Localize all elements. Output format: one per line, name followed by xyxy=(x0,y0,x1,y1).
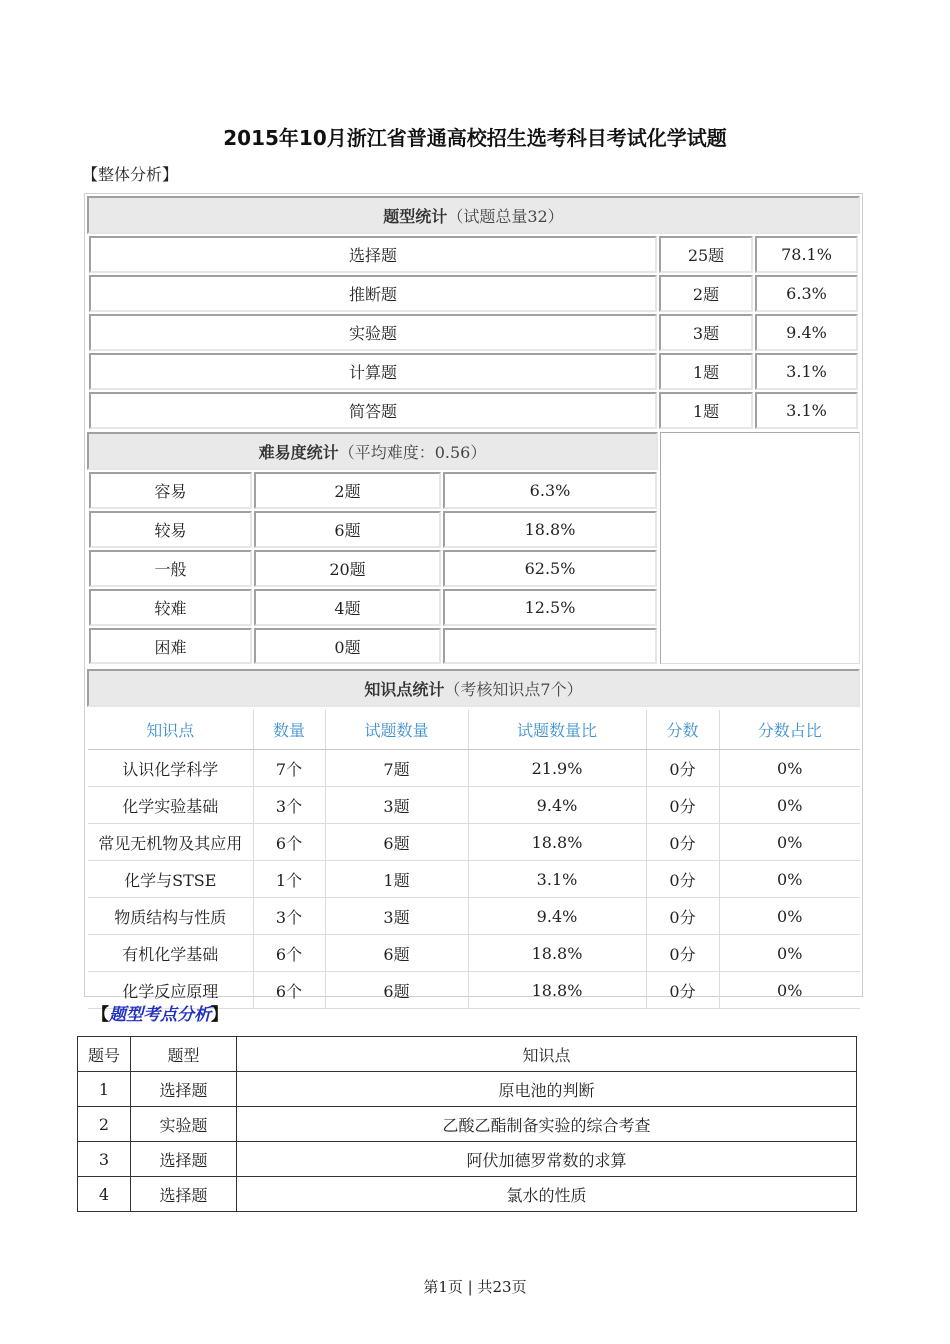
cell: 3.1% xyxy=(468,861,646,898)
cell: 0% xyxy=(719,824,860,861)
cell: 实验题 xyxy=(131,1107,237,1142)
table-row xyxy=(88,861,860,898)
cell: 6个 xyxy=(253,935,325,972)
difficulty-pct-cell xyxy=(443,550,657,587)
cell: 乙酸乙酯制备实验的综合考查 xyxy=(237,1107,857,1142)
table-row xyxy=(78,1177,857,1212)
knowledge-header xyxy=(87,669,860,707)
type-name: 推断题 xyxy=(348,285,397,304)
type-pct: 3.1% xyxy=(786,362,827,381)
cell: 选择题 xyxy=(131,1072,237,1107)
difficulty-count-cell xyxy=(254,628,441,664)
difficulty-header xyxy=(87,432,658,470)
type-count: 2题 xyxy=(692,285,720,304)
cell: 0分 xyxy=(646,972,719,1009)
bracket-close: 】 xyxy=(211,1005,228,1025)
type-count-cell xyxy=(659,392,753,429)
question-analysis-title: 题型考点分析 xyxy=(109,1005,211,1025)
col-header: 知识点 xyxy=(88,710,253,750)
type-row xyxy=(89,314,657,351)
type-stats-note: （试题总量32） xyxy=(447,206,564,226)
cell: 6个 xyxy=(253,824,325,861)
cell: 9.4% xyxy=(468,898,646,935)
difficulty-level: 容易 xyxy=(154,482,187,501)
cell: 18.8% xyxy=(468,935,646,972)
difficulty-level-cell xyxy=(89,511,252,548)
type-count: 1题 xyxy=(692,402,720,421)
difficulty-level: 较易 xyxy=(154,521,187,540)
cell: 1题 xyxy=(325,861,468,898)
cell: 9.4% xyxy=(468,787,646,824)
cell: 0% xyxy=(719,787,860,824)
difficulty-count: 20题 xyxy=(329,560,366,579)
difficulty-level-cell xyxy=(89,550,252,587)
page-title: 2015年10月浙江省普通高校招生选考科目考试化学试题 xyxy=(223,126,727,150)
cell: 3题 xyxy=(325,898,468,935)
cell: 0% xyxy=(719,750,860,787)
cell: 0分 xyxy=(646,787,719,824)
knowledge-note: （考核知识点7个） xyxy=(444,679,583,699)
difficulty-pct-cell xyxy=(443,589,657,626)
question-header-row xyxy=(78,1037,857,1072)
cell: 选择题 xyxy=(131,1177,237,1212)
type-count-cell xyxy=(659,275,753,312)
table-row xyxy=(88,750,860,787)
col-header: 分数 xyxy=(646,710,719,750)
difficulty-pct: 12.5% xyxy=(524,598,576,617)
cell: 0分 xyxy=(646,824,719,861)
type-pct: 78.1% xyxy=(781,245,832,264)
page-footer: 第1页 | 共23页 xyxy=(423,1278,527,1296)
cell: 阿伏加德罗常数的求算 xyxy=(237,1142,857,1177)
cell: 7个 xyxy=(253,750,325,787)
type-count-cell xyxy=(659,236,753,273)
table-row xyxy=(78,1107,857,1142)
cell: 化学反应原理 xyxy=(88,972,253,1009)
difficulty-pct: 62.5% xyxy=(524,559,576,578)
type-pct-cell xyxy=(755,275,858,312)
cell: 0分 xyxy=(646,750,719,787)
table-row xyxy=(88,935,860,972)
knowledge-header-row xyxy=(88,710,860,750)
difficulty-pct-cell xyxy=(443,511,657,548)
cell: 1 xyxy=(78,1072,131,1107)
difficulty-pct-cell xyxy=(443,628,657,664)
cell: 认识化学科学 xyxy=(88,750,253,787)
type-pct-cell xyxy=(755,314,858,351)
table-row xyxy=(88,824,860,861)
type-stats-heading: 题型统计 xyxy=(383,206,448,226)
type-row xyxy=(89,353,657,390)
type-name: 实验题 xyxy=(348,324,397,343)
col-header: 分数占比 xyxy=(719,710,860,750)
overall-heading: 【整体分析】 xyxy=(82,165,179,184)
cell: 化学与STSE xyxy=(88,861,253,898)
difficulty-level: 较难 xyxy=(154,599,187,618)
type-row xyxy=(89,392,657,429)
difficulty-count: 0题 xyxy=(334,637,361,657)
cell: 0分 xyxy=(646,898,719,935)
difficulty-count-cell xyxy=(254,550,441,587)
cell: 3题 xyxy=(325,787,468,824)
cell: 原电池的判断 xyxy=(237,1072,857,1107)
cell: 7题 xyxy=(325,750,468,787)
type-pct-cell xyxy=(755,353,858,390)
cell: 0% xyxy=(719,935,860,972)
cell: 化学实验基础 xyxy=(88,787,253,824)
difficulty-level-cell xyxy=(89,472,252,509)
difficulty-count-cell xyxy=(254,589,441,626)
difficulty-count-cell xyxy=(254,511,441,548)
col-header: 试题数量 xyxy=(325,710,468,750)
difficulty-level: 困难 xyxy=(154,637,187,657)
table-row xyxy=(88,898,860,935)
difficulty-pct: 6.3% xyxy=(529,481,571,500)
difficulty-count-cell xyxy=(254,472,441,509)
bracket-open: 【 xyxy=(92,1005,109,1025)
cell: 6题 xyxy=(325,824,468,861)
difficulty-pct-cell xyxy=(443,472,657,509)
cell: 6个 xyxy=(253,972,325,1009)
cell: 3个 xyxy=(253,787,325,824)
cell: 6题 xyxy=(325,935,468,972)
col-header: 知识点 xyxy=(237,1037,857,1072)
cell: 0分 xyxy=(646,861,719,898)
difficulty-level-cell xyxy=(89,589,252,626)
cell: 0分 xyxy=(646,935,719,972)
cell: 0% xyxy=(719,898,860,935)
difficulty-note: （平均难度：0.56） xyxy=(338,442,487,462)
col-header: 题型 xyxy=(131,1037,237,1072)
type-name: 简答题 xyxy=(348,402,397,421)
cell: 物质结构与性质 xyxy=(88,898,253,935)
col-header: 试题数量比 xyxy=(468,710,646,750)
cell: 21.9% xyxy=(468,750,646,787)
table-row xyxy=(78,1142,857,1177)
cell: 0% xyxy=(719,972,860,1009)
empty-cell xyxy=(660,432,860,664)
knowledge-heading: 知识点统计 xyxy=(364,679,445,699)
cell: 4 xyxy=(78,1177,131,1212)
type-pct-cell xyxy=(755,392,858,429)
type-row xyxy=(89,236,657,273)
col-header: 数量 xyxy=(253,710,325,750)
difficulty-level: 一般 xyxy=(154,560,187,579)
difficulty-pct: 18.8% xyxy=(524,520,576,539)
cell: 18.8% xyxy=(468,972,646,1009)
type-count: 3题 xyxy=(692,324,720,343)
cell: 3个 xyxy=(253,898,325,935)
type-pct: 6.3% xyxy=(786,284,827,303)
cell: 选择题 xyxy=(131,1142,237,1177)
difficulty-count: 6题 xyxy=(334,521,361,540)
type-name: 计算题 xyxy=(348,363,397,382)
type-pct: 9.4% xyxy=(786,323,827,342)
difficulty-count: 2题 xyxy=(334,482,361,501)
question-analysis-heading xyxy=(92,1000,228,1025)
difficulty-count: 4题 xyxy=(334,599,361,618)
cell: 6题 xyxy=(325,972,468,1009)
cell: 1个 xyxy=(253,861,325,898)
cell: 18.8% xyxy=(468,824,646,861)
cell: 2 xyxy=(78,1107,131,1142)
knowledge-table xyxy=(88,710,860,1009)
type-name: 选择题 xyxy=(348,246,397,265)
question-table xyxy=(77,1036,857,1212)
difficulty-level-cell xyxy=(89,628,252,664)
cell: 有机化学基础 xyxy=(88,935,253,972)
type-stats-header xyxy=(87,196,860,234)
type-count-cell xyxy=(659,314,753,351)
cell: 3 xyxy=(78,1142,131,1177)
cell: 0% xyxy=(719,861,860,898)
type-pct: 3.1% xyxy=(786,401,827,420)
cell: 氯水的性质 xyxy=(237,1177,857,1212)
type-row xyxy=(89,275,657,312)
type-count-cell xyxy=(659,353,753,390)
cell: 常见无机物及其应用 xyxy=(88,824,253,861)
col-header: 题号 xyxy=(78,1037,131,1072)
type-count: 25题 xyxy=(687,246,725,265)
type-pct-cell xyxy=(755,236,858,273)
type-count: 1题 xyxy=(692,363,720,382)
table-row xyxy=(78,1072,857,1107)
table-row xyxy=(88,787,860,824)
difficulty-heading: 难易度统计 xyxy=(258,442,339,462)
